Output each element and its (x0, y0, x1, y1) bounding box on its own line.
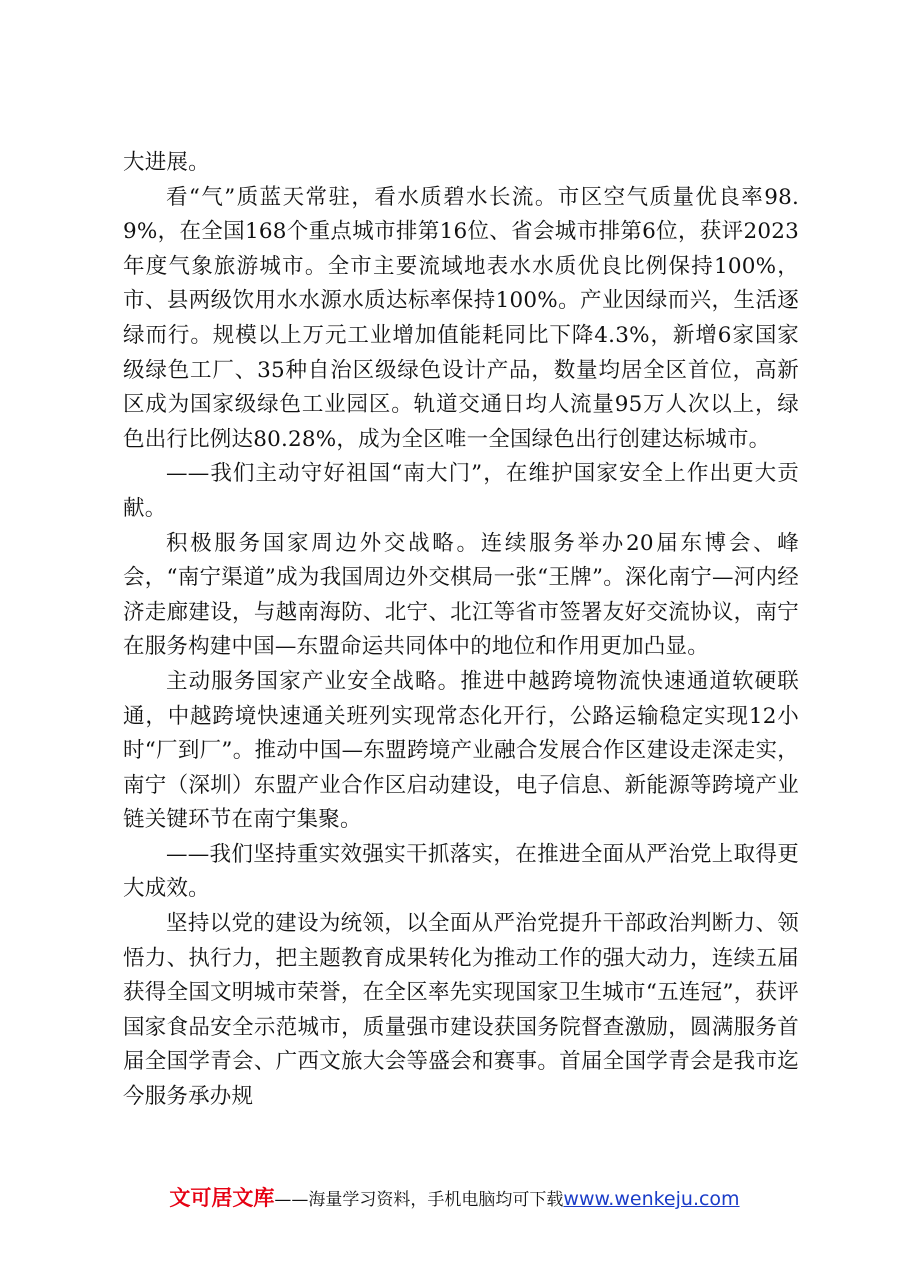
document-body (123, 146, 799, 1115)
paragraph: ——我们主动守好祖国“南大门”，在维护国家安全上作出更大贡献。 (123, 461, 799, 521)
paragraph: 主动服务国家产业安全战略。推进中越跨境物流快速通道软硬联通，中越跨境快速通关班列实现常态化开行，公路运输稳定实现12小时“厂到厂”。推动中国—东盟跨境产业融合发展合作区建设走深走实，南宁（深圳）东盟产业合作区启动建设，电子信息、新能源等跨境产业链关键环节在南宁集聚。 (123, 668, 799, 833)
footer-banner (0, 1182, 909, 1212)
footer-link[interactable]: www.wenkeju.com (563, 1188, 740, 1210)
paragraph: 坚持以党的建设为统领，以全面从严治党提升干部政治判断力、领悟力、执行力，把主题教育成果转化为推动工作的强大动力，连续五届获得全国文明城市荣誉，在全区率先实现国家卫生城市“五连冠”，获评国家食品安全示范城市，质量强市建设获国务院督查激励，圆满服务首届全国学青会、广西文旅大会等盛会和赛事。首届全国学青会是我市迄今服务承办规 (123, 911, 799, 1110)
paragraph: 大进展。 (123, 150, 210, 175)
paragraph: 看“气”质蓝天常驻，看水质碧水长流。市区空气质量优良率98.9%，在全国168个重点城市排第16位、省会城市排第6位，获评2023年度气象旅游城市。全市主要流域地表水水质优良比例保持100%，市、县两级饮用水水源水质达标率保持100%。产业因绿而兴，生活逐绿而行。规模以上万元工业增加值能耗同比下降4.3%，新增6家国家级绿色工厂、35种自治区级绿色设计产品，数量均居全区首位，高新区成为国家级绿色工业园区。轨道交通日均人流量95万人次以上，绿色出行比例达80.28%，成为全区唯一全国绿色出行创建达标城市。 (123, 184, 799, 452)
paragraph: ——我们坚持重实效强实干抓落实，在推进全面从严治党上取得更大成效。 (123, 841, 799, 902)
footer-brand: 文可居文库 (169, 1186, 275, 1210)
footer-tagline: ——海量学习资料，手机电脑均可下载 (274, 1190, 564, 1210)
paragraph: 积极服务国家周边外交战略。连续服务举办20届东博会、峰会，“南宁渠道”成为我国周边外交棋局一张“王牌”。深化南宁—河内经济走廊建设，与越南海防、北宁、北江等省市签署友好交流协议，南宁在服务构建中国—东盟命运共同体中的地位和作用更加凸显。 (123, 530, 799, 660)
